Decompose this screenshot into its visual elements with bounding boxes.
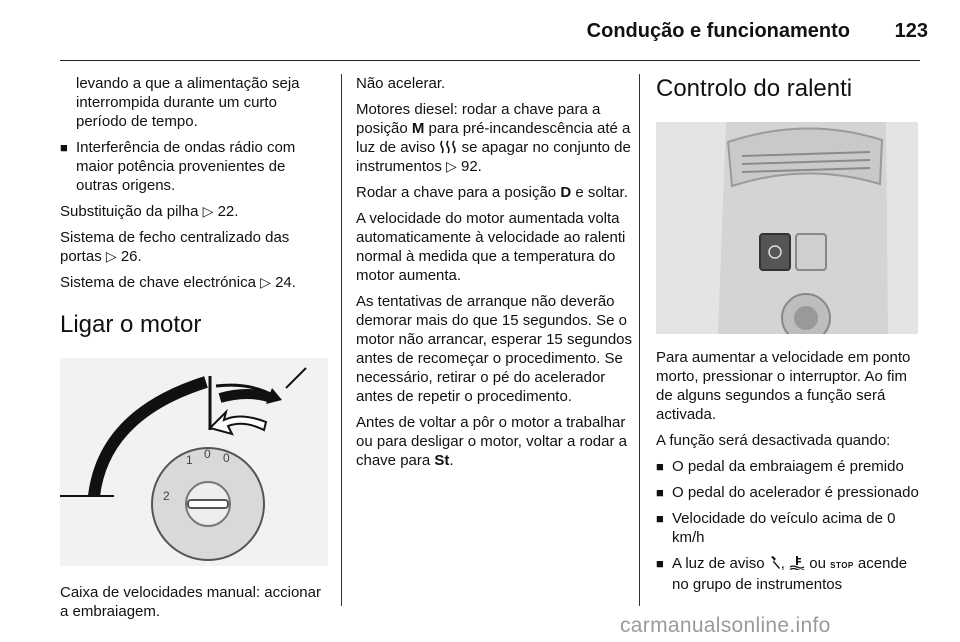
ref-arrow-icon: ▷ [260, 274, 271, 290]
text: . [449, 452, 454, 469]
ref-page: 24. [275, 274, 296, 291]
ref-arrow-icon: ▷ [446, 158, 457, 174]
arc-upper [220, 394, 272, 398]
page-number: 123 [894, 20, 928, 42]
paragraph: A função será desactivada quando: [656, 432, 891, 449]
paragraph: Não acelerar. [356, 75, 446, 92]
text: Rodar a chave para a posição [356, 184, 557, 201]
ref-text: Sistema de chave electrónica [60, 274, 256, 291]
ref-page: 92. [461, 158, 482, 175]
header-rule [60, 60, 920, 61]
text: e soltar. [575, 184, 628, 201]
ref-text: Sistema de fecho centralizado das portas [60, 229, 290, 265]
bullet-list-deactivation [656, 457, 926, 594]
list-item-text: O pedal do acelerador é pressionado [672, 484, 919, 501]
paragraph-restart [356, 413, 632, 470]
key-position-label: D [560, 184, 572, 201]
list-item-text: O pedal da embraiagem é premido [672, 458, 904, 475]
text: Motores diesel: rodar a chave para a posição [356, 101, 601, 137]
text: para pré-incandescência até a luz de aviso [356, 120, 631, 156]
stop-warning-icon: STOP [830, 561, 854, 570]
figure-caption: Caixa de velocidades manual: accionar a embraiagem. [60, 584, 321, 620]
ref-page: 26. [120, 248, 142, 265]
bullet-icon: ■ [656, 511, 664, 526]
column-divider-2 [639, 74, 640, 606]
position-label: 0 [223, 451, 230, 465]
bullet-icon: ■ [656, 556, 664, 571]
page-header-title: Condução e funcionamento [586, 20, 850, 42]
key-position-label: M [411, 120, 425, 137]
list-item [656, 509, 926, 547]
paragraph-diesel [356, 100, 632, 176]
bullet-list-1 [60, 138, 330, 195]
bullet-icon: ■ [656, 485, 664, 500]
cross-reference-locking [60, 228, 330, 266]
section-heading-idle-control: Controlo do ralenti [656, 75, 853, 102]
text: se apagar no conjunto de instrumentos [356, 139, 631, 175]
list-item [656, 483, 926, 502]
position-label: 2 [163, 489, 170, 503]
separator: , [780, 555, 785, 572]
text: ou [809, 555, 826, 572]
dashboard-illustration [656, 122, 918, 334]
continued-text: levando a que a alimentação seja interrompida durante um curto período de tempo. [76, 75, 300, 130]
idle-switch-figure [656, 122, 918, 334]
idle-control-switch [760, 234, 790, 270]
column-2 [356, 74, 632, 477]
ref-arrow-icon: ▷ [105, 248, 117, 264]
ref-text: Substituição da pilha [60, 203, 199, 220]
text: Antes de voltar a pôr o motor a trabalhar ou para desligar o motor, voltar a rodar a chave para [356, 414, 627, 469]
key-position-label: St [434, 452, 450, 469]
ignition-illustration [60, 358, 328, 566]
bullet-icon: ■ [60, 140, 68, 155]
ref-arrow-icon: ▷ [202, 203, 214, 219]
list-item [60, 138, 330, 195]
list-item-text: acende no grupo de instrumentos [672, 555, 908, 593]
glow-plug-icon [439, 140, 457, 154]
paragraph: Para aumentar a velocidade em ponto morto, pressionar o interruptor. Ao fim de alguns segundos a função será activada. [656, 349, 911, 423]
bullet-icon: ■ [656, 459, 664, 474]
column-divider-1 [341, 74, 342, 606]
paragraph-position-d [356, 183, 632, 202]
arrow-back-icon [210, 412, 266, 434]
wrench-warning-icon [769, 556, 781, 570]
coolant-temperature-icon [789, 556, 805, 570]
position-label: 1 [186, 453, 193, 467]
watermark: carmanualsonline.info [620, 614, 831, 637]
list-item [656, 554, 926, 594]
column-3 [656, 74, 926, 601]
ref-page: 22. [217, 203, 239, 220]
cross-reference-battery [60, 202, 330, 221]
list-item-text: A luz de aviso [672, 555, 765, 572]
position-label: 0 [204, 447, 211, 461]
ignition-switch-figure [60, 358, 328, 566]
key-slot [188, 500, 228, 508]
list-item-text: Velocidade do veículo acima de 0 km/h [672, 510, 896, 546]
section-heading-start-engine: Ligar o motor [60, 311, 202, 338]
arrow-tick [286, 368, 306, 388]
list-item [656, 457, 926, 476]
column-1 [60, 74, 330, 628]
paragraph: A velocidade do motor aumentada volta automaticamente à velocidade ao ralenti normal à medida que a temperatura do motor aumenta. [356, 210, 626, 284]
paragraph: As tentativas de arranque não deverão demorar mais do que 15 segundos. Se o motor não arrancar, esperar 15 segundos antes de recomeçar o procedimento. Se necessário, retirar o pé do acelerador antes de repetir o procedimento. [356, 293, 632, 405]
list-item-text: Interferência de ondas rádio com maior potência provenientes de outras origens. [76, 139, 296, 194]
adjacent-switch [796, 234, 826, 270]
cross-reference-electronic-key [60, 273, 330, 292]
